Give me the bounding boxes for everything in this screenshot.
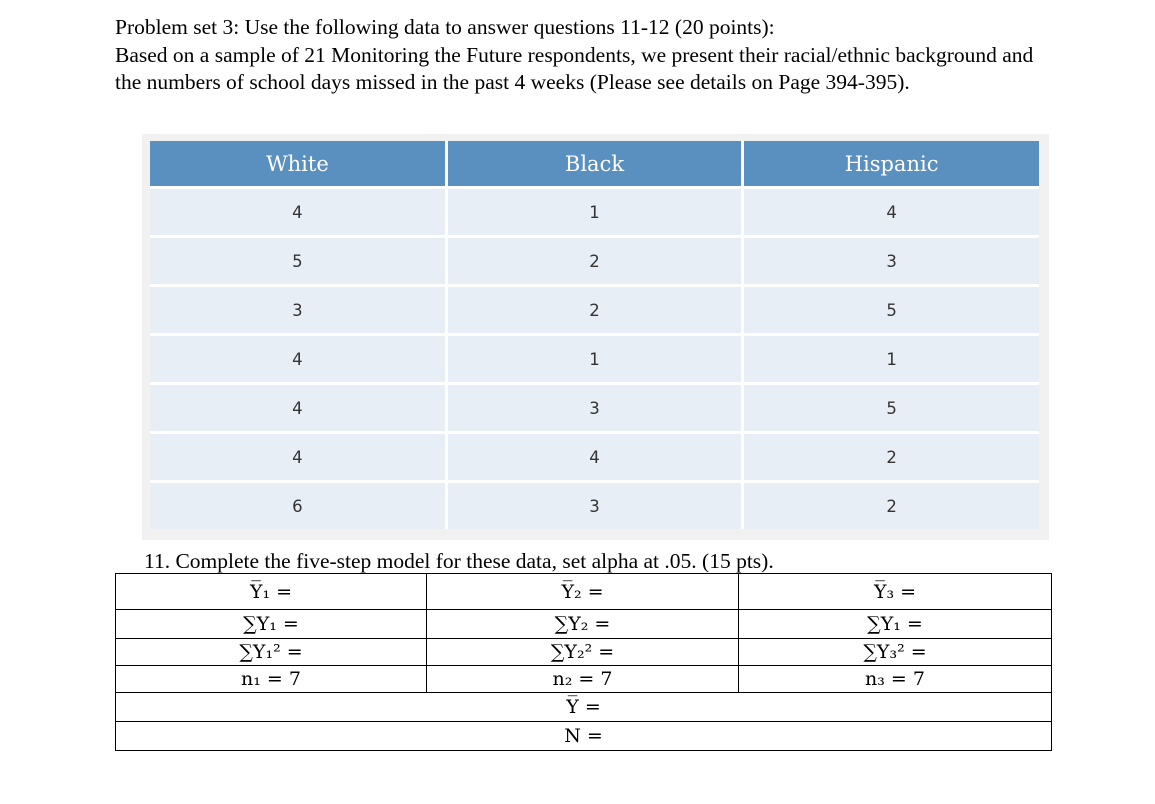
n-black-cell[interactable] bbox=[427, 666, 739, 693]
table-row bbox=[150, 286, 1039, 335]
header-hispanic: Hispanic bbox=[743, 141, 1039, 188]
mean-hispanic-cell[interactable] bbox=[739, 574, 1052, 610]
sum-white-cell[interactable] bbox=[116, 610, 427, 639]
grand-mean-cell[interactable] bbox=[116, 693, 1052, 722]
problem-description: Based on a sample of 21 Monitoring the Future respondents, we present their racial/ethnic background and the numbers of school days missed in the past 4 weeks (Please see details on Page 394-395). bbox=[115, 42, 1034, 94]
table-row bbox=[150, 188, 1039, 237]
table-cell: 5 bbox=[150, 237, 446, 286]
sum-white-label: ∑Y₁ = bbox=[243, 613, 299, 635]
table-cell: 3 bbox=[446, 384, 742, 433]
problem-intro bbox=[115, 14, 1045, 97]
mean-white-cell[interactable] bbox=[116, 574, 427, 610]
sumsq-hispanic-label: ∑Y₃² = bbox=[863, 641, 927, 663]
n-white-cell[interactable] bbox=[116, 666, 427, 693]
table-cell: 5 bbox=[743, 384, 1039, 433]
table-cell: 2 bbox=[446, 286, 742, 335]
n-hispanic-cell[interactable] bbox=[739, 666, 1052, 693]
mean-black-label: Y̅₂ = bbox=[561, 580, 604, 603]
table-cell: 2 bbox=[446, 237, 742, 286]
question-11: 11. Complete the five-step model for these data, set alpha at .05. (15 pts). bbox=[144, 549, 774, 573]
table-cell: 1 bbox=[446, 335, 742, 384]
table-cell: 2 bbox=[743, 433, 1039, 482]
n-hispanic-label: n₃ = 7 bbox=[865, 668, 925, 690]
sum-squares-row bbox=[116, 639, 1052, 666]
table-cell: 4 bbox=[150, 433, 446, 482]
mean-hispanic-label: Y̅₃ = bbox=[873, 580, 917, 603]
table-row bbox=[150, 335, 1039, 384]
table-header-row bbox=[150, 141, 1039, 188]
total-n-row bbox=[116, 722, 1052, 751]
problem-heading: Problem set 3: Use the following data to answer questions 11-12 (20 points): bbox=[115, 15, 775, 39]
table-cell: 3 bbox=[150, 286, 446, 335]
n-black-label: n₂ = 7 bbox=[552, 668, 613, 690]
sum-hispanic-label: ∑Y₁ = bbox=[867, 613, 923, 635]
table-cell: 5 bbox=[743, 286, 1039, 335]
sum-hispanic-cell[interactable] bbox=[739, 610, 1052, 639]
table-cell: 1 bbox=[446, 188, 742, 237]
table-row bbox=[150, 433, 1039, 482]
table-cell: 2 bbox=[743, 482, 1039, 530]
sample-size-row bbox=[116, 666, 1052, 693]
table-cell: 3 bbox=[743, 237, 1039, 286]
n-white-label: n₁ = 7 bbox=[241, 668, 301, 690]
table-cell: 1 bbox=[743, 335, 1039, 384]
data-table-panel bbox=[142, 134, 1049, 540]
table-row bbox=[150, 237, 1039, 286]
means-row bbox=[116, 574, 1052, 610]
sumsq-white-label: ∑Y₁² = bbox=[239, 641, 303, 663]
sums-row bbox=[116, 610, 1052, 639]
table-cell: 4 bbox=[446, 433, 742, 482]
sum-black-cell[interactable] bbox=[427, 610, 739, 639]
grand-mean-row bbox=[116, 693, 1052, 722]
table-row bbox=[150, 384, 1039, 433]
answer-table bbox=[115, 573, 1052, 751]
table-cell: 4 bbox=[150, 188, 446, 237]
sum-black-label: ∑Y₂ = bbox=[554, 613, 611, 635]
mean-white-label: Y̅₁ = bbox=[249, 580, 293, 603]
sumsq-black-label: ∑Y₂² = bbox=[550, 641, 615, 663]
header-black: Black bbox=[446, 141, 742, 188]
table-cell: 3 bbox=[446, 482, 742, 530]
header-white: White bbox=[150, 141, 446, 188]
school-days-table bbox=[150, 141, 1039, 529]
table-cell: 6 bbox=[150, 482, 446, 530]
table-cell: 4 bbox=[150, 384, 446, 433]
sumsq-white-cell[interactable] bbox=[116, 639, 427, 666]
sumsq-black-cell[interactable] bbox=[427, 639, 739, 666]
sumsq-hispanic-cell[interactable] bbox=[739, 639, 1052, 666]
table-row bbox=[150, 482, 1039, 530]
table-cell: 4 bbox=[743, 188, 1039, 237]
total-n-label: N = bbox=[564, 725, 603, 747]
total-n-cell[interactable] bbox=[116, 722, 1052, 751]
grand-mean-label: Y̅ = bbox=[566, 696, 601, 718]
table-cell: 4 bbox=[150, 335, 446, 384]
mean-black-cell[interactable] bbox=[427, 574, 739, 610]
